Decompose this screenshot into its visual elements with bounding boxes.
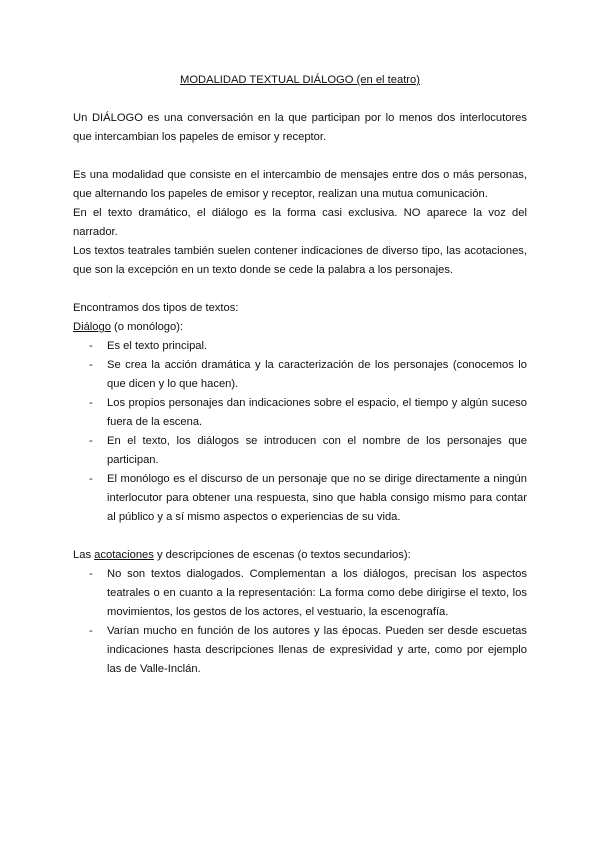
dash-bullet-icon: - bbox=[89, 473, 93, 485]
paragraph-modalidad: Es una modalidad que consiste en el intercambio de mensajes entre dos o más personas, que alternando los papeles de emisor y receptor, realizan una mutua comunicación. bbox=[73, 169, 527, 200]
list-item bbox=[73, 470, 527, 527]
page-title: MODALIDAD TEXTUAL DIÁLOGO (en el teatro) bbox=[180, 74, 420, 86]
list-item-text: El monólogo es el discurso de un personaje que no se dirige directamente a ningún interlocutor para obtener una respuesta, sino que habla consigo mismo para contar al público y a sí mismo aspectos o experiencias de su vida. bbox=[107, 473, 527, 523]
list-item-text: No son textos dialogados. Complementan a los diálogos, precisan los aspectos teatrales o en cuanto a la representación: La forma como debe dirigirse el texto, los movimientos, los gestos de los actores, el vestuario, la escenografía. bbox=[107, 568, 527, 618]
spacer bbox=[73, 280, 527, 299]
intro-paragraph: Un DIÁLOGO es una conversación en la que participan por lo menos dos interlocutores que intercambian los papeles de emisor y receptor. bbox=[73, 112, 527, 143]
dialogo-heading bbox=[73, 318, 527, 337]
dialogo-term: Diálogo bbox=[73, 321, 111, 333]
acotaciones-heading-pre: Las bbox=[73, 549, 95, 561]
dash-bullet-icon: - bbox=[89, 568, 93, 580]
types-intro: Encontramos dos tipos de textos: bbox=[73, 302, 239, 314]
list-item-text: En el texto, los diálogos se introducen con el nombre de los personajes que participan. bbox=[107, 435, 527, 466]
list-item bbox=[73, 356, 527, 394]
dash-bullet-icon: - bbox=[89, 340, 93, 352]
spacer bbox=[73, 147, 527, 166]
list-item bbox=[73, 337, 527, 356]
dash-bullet-icon: - bbox=[89, 359, 93, 371]
list-item-text: Varían mucho en función de los autores y las épocas. Pueden ser desde escuetas indicaciones hasta descripciones llenas de expresividad y arte, como por ejemplo las de Valle-Inclán. bbox=[107, 625, 527, 675]
list-item-text: Es el texto principal. bbox=[107, 340, 208, 352]
list-item bbox=[73, 622, 527, 679]
list-item-text: Se crea la acción dramática y la caracterización de los personajes (conocemos lo que dicen y lo que hacen). bbox=[107, 359, 527, 390]
acotaciones-heading-rest: y descripciones de escenas (o textos secundarios): bbox=[153, 549, 411, 561]
acotaciones-heading bbox=[73, 546, 527, 565]
dash-bullet-icon: - bbox=[89, 625, 93, 637]
list-item bbox=[73, 394, 527, 432]
dialogo-list bbox=[73, 337, 527, 527]
dash-bullet-icon: - bbox=[89, 435, 93, 447]
acotaciones-list bbox=[73, 565, 527, 679]
list-item bbox=[73, 565, 527, 622]
acotaciones-term: acotaciones bbox=[94, 549, 154, 561]
document-body bbox=[73, 71, 527, 679]
list-item-text: Los propios personajes dan indicaciones sobre el espacio, el tiempo y algún suceso fuera de la escena. bbox=[107, 397, 527, 428]
dialogo-heading-rest: (o monólogo): bbox=[110, 321, 184, 333]
list-item bbox=[73, 432, 527, 470]
paragraph-textos-teatrales: Los textos teatrales también suelen contener indicaciones de diverso tipo, las acotaciones, que son la excepción en un texto donde se cede la palabra a los personajes. bbox=[73, 245, 527, 276]
dash-bullet-icon: - bbox=[89, 397, 93, 409]
spacer bbox=[73, 527, 527, 546]
paragraph-texto-dramatico: En el texto dramático, el diálogo es la forma casi exclusiva. NO aparece la voz del narrador. bbox=[73, 207, 527, 238]
